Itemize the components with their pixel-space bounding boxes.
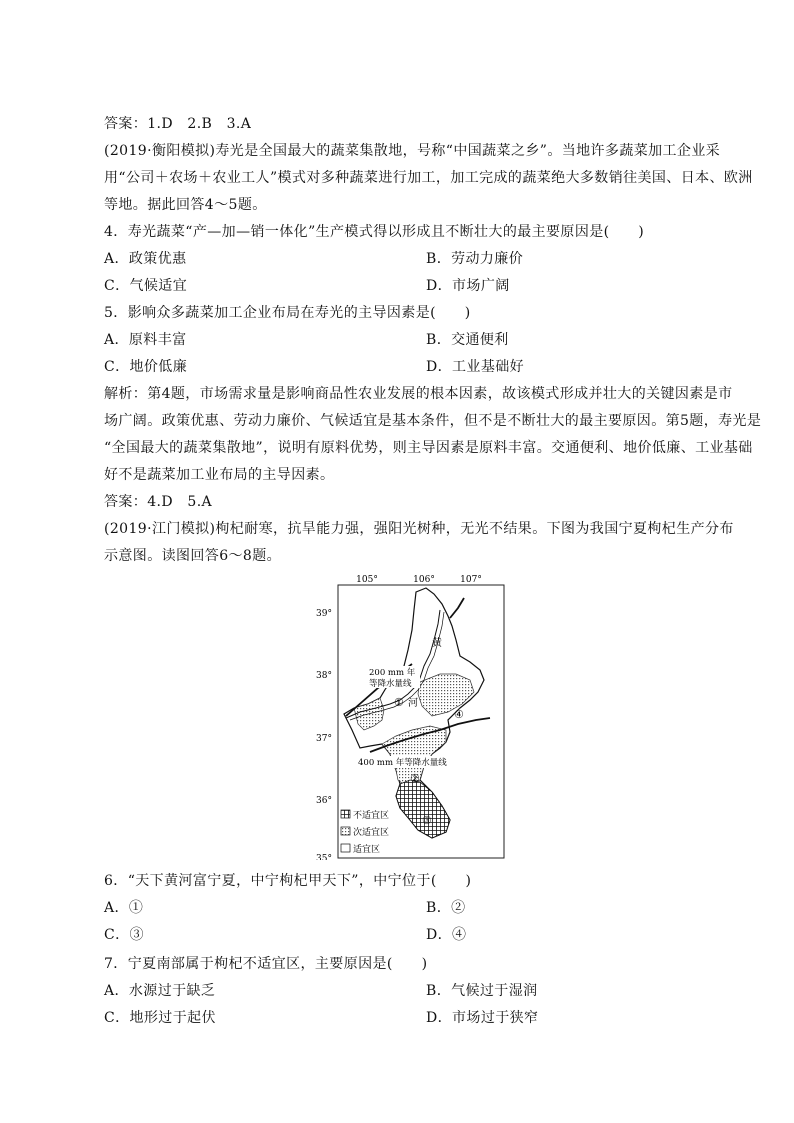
q7-option-b: B．气候过于湿润 bbox=[426, 983, 538, 999]
river-char-huang: 黄 bbox=[432, 638, 442, 649]
legend-subsuitable-swatch bbox=[341, 827, 350, 835]
analysis-line1: 解析：第4题，市场需求量是影响商品性农业发展的根本因素，故该模式形成并壮大的关键因素是市 bbox=[104, 386, 733, 402]
isohyet-200-label-1: 200 mm 年 bbox=[369, 668, 416, 678]
region-mark-3: ③ bbox=[422, 814, 432, 827]
legend-unsuitable-swatch bbox=[341, 810, 350, 818]
passage2-line1: (2019·江门模拟)枸杞耐寒，抗旱能力强，强阳光树种，无光不结果。下图为我国宁夏枸杞生产分布 bbox=[104, 521, 734, 537]
legend-unsuitable-label: 不适宜区 bbox=[353, 811, 390, 821]
region-mark-1: ① bbox=[394, 696, 404, 709]
q6-option-a: A．① bbox=[104, 900, 144, 916]
passage1-line2: 用“公司＋农场＋农业工人”模式对多种蔬菜进行加工，加工完成的蔬菜绝大多数销往美国、日本、欧洲 bbox=[104, 170, 753, 186]
q6-option-d: D．④ bbox=[426, 927, 467, 943]
q4-option-d: D．市场广阔 bbox=[426, 278, 510, 294]
lon-label-107: 107° bbox=[460, 575, 482, 585]
q7-option-d: D．市场过于狭窄 bbox=[426, 1010, 539, 1026]
answers-1-3: 答案：1.D 2.B 3.A bbox=[104, 116, 252, 132]
q5-option-d: D．工业基础好 bbox=[426, 359, 525, 375]
analysis-line4: 好不是蔬菜加工业布局的主导因素。 bbox=[104, 467, 335, 483]
lon-label-105: 105° bbox=[356, 575, 378, 585]
isohyet-400-label: 400 mm 年等降水量线 bbox=[358, 758, 447, 768]
q5-option-b: B．交通便利 bbox=[426, 332, 509, 348]
q6-option-c: C．③ bbox=[104, 927, 144, 943]
passage2-line2: 示意图。读图回答6～8题。 bbox=[104, 548, 282, 564]
legend-suitable-swatch bbox=[341, 844, 350, 852]
passage1-line3: 等地。据此回答4～5题。 bbox=[104, 197, 267, 213]
legend-suitable-label: 适宜区 bbox=[353, 845, 381, 855]
q7-option-c: C．地形过于起伏 bbox=[104, 1010, 216, 1026]
analysis-line3: “全国最大的蔬菜集散地”，说明有原料优势，则主导因素是原料丰富。交通便利、地价低廉、工业基础 bbox=[104, 440, 753, 456]
q4-option-c: C．气候适宜 bbox=[104, 278, 188, 294]
q6-option-b: B．② bbox=[426, 900, 466, 916]
lat-label-36: 36° bbox=[316, 796, 332, 806]
q7-stem: 7．宁夏南部属于枸杞不适宜区，主要原因是( ) bbox=[104, 956, 428, 972]
q6-stem: 6．“天下黄河富宁夏，中宁枸杞甲天下”，中宁位于( ) bbox=[104, 873, 472, 889]
isohyet-200-label-2: 等降水量线 bbox=[369, 679, 412, 689]
legend-subsuitable-label: 次适宜区 bbox=[353, 828, 390, 838]
answers-4-5: 答案：4.D 5.A bbox=[104, 494, 213, 510]
q4-option-a: A．政策优惠 bbox=[104, 251, 187, 267]
analysis-line2: 场广阔。政策优惠、劳动力廉价、气候适宜是基本条件，但不是不断壮大的最主要原因。第5题，寿光是 bbox=[104, 413, 762, 429]
q5-option-c: C．地价低廉 bbox=[104, 359, 188, 375]
q5-option-a: A．原料丰富 bbox=[104, 332, 187, 348]
lon-label-106: 106° bbox=[413, 575, 435, 585]
q5-stem: 5．影响众多蔬菜加工企业布局在寿光的主导因素是( ) bbox=[104, 305, 471, 321]
ningxia-goji-map bbox=[300, 570, 506, 860]
lat-label-35: 35° bbox=[316, 854, 332, 860]
q4-stem: 4．寿光蔬菜“产—加—销一体化”生产模式得以形成且不断壮大的最主要原因是( ) bbox=[104, 224, 645, 240]
lat-label-39: 39° bbox=[316, 609, 332, 619]
lat-label-38: 38° bbox=[316, 671, 332, 681]
region-mark-4: ④ bbox=[454, 708, 464, 721]
river-char-he: 河 bbox=[408, 698, 418, 709]
lat-label-37: 37° bbox=[316, 734, 332, 744]
q4-option-b: B．劳动力廉价 bbox=[426, 251, 524, 267]
region-mark-2: ② bbox=[410, 772, 420, 785]
passage1-line1: (2019·衡阳模拟)寿光是全国最大的蔬菜集散地，号称“中国蔬菜之乡”。当地许多蔬菜加工企业采 bbox=[104, 143, 721, 159]
q7-option-a: A．水源过于缺乏 bbox=[104, 983, 216, 999]
